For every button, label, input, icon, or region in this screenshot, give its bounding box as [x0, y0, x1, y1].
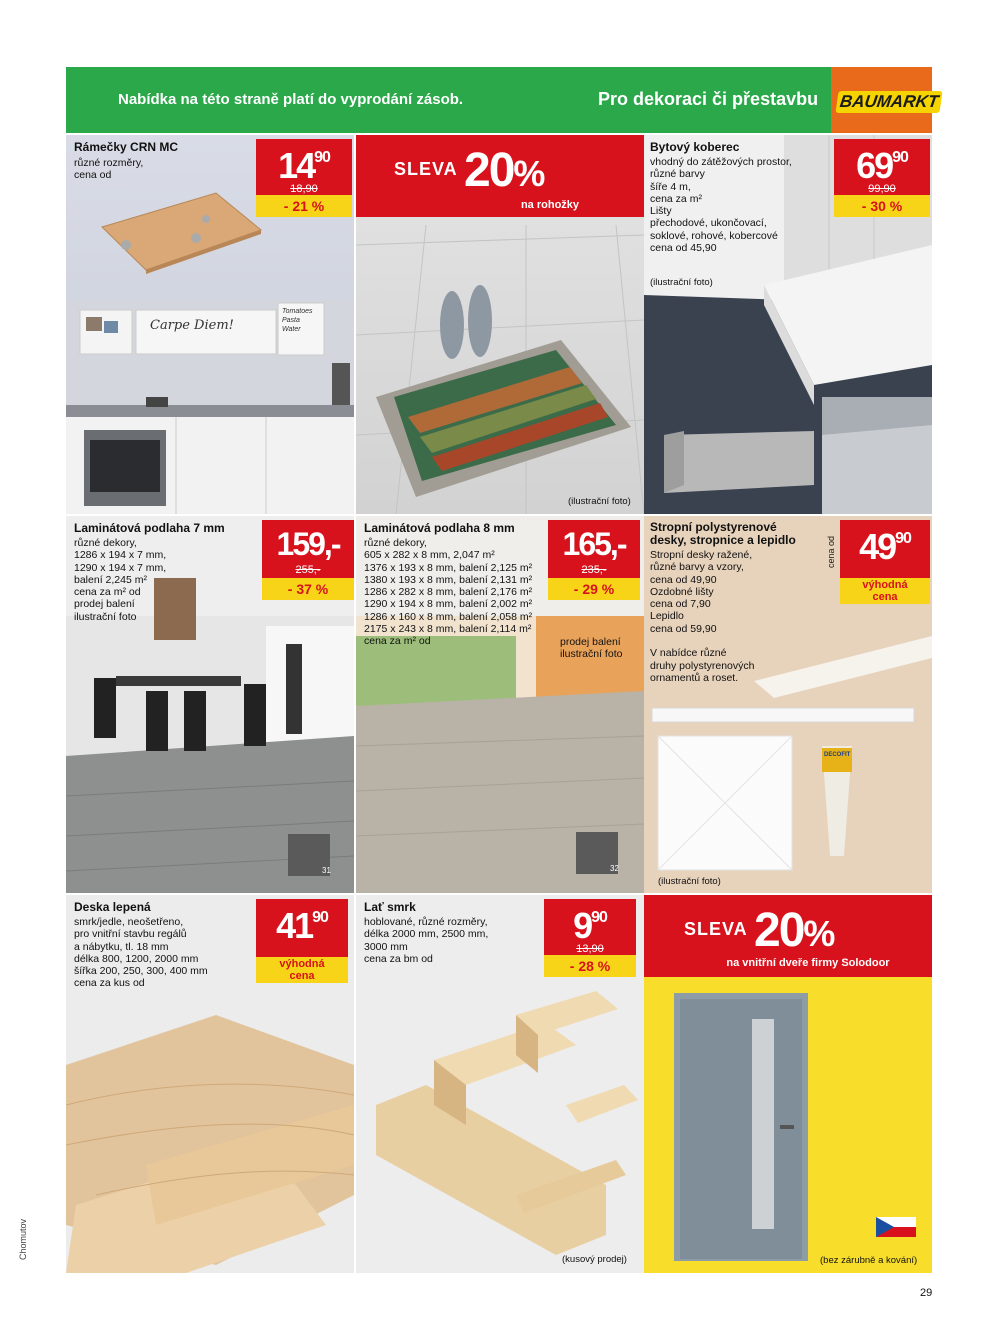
header-category-title: Pro dekoraci či přestavbu	[598, 89, 819, 109]
price-tag	[544, 899, 636, 977]
product-title: Laminátová podlaha 8 mm	[364, 521, 515, 535]
old-price: 18,90	[290, 183, 318, 195]
product-description: hoblované, různé rozměry, délka 2000 mm, 2500 mm, 3000 mm cena za bm od	[364, 916, 489, 965]
sale-subtitle: na rohožky	[520, 199, 580, 211]
sale-word: SLEVA	[394, 159, 458, 179]
header-validity-text: Nabídka na této straně platí do vyprodání zásob.	[118, 91, 464, 108]
product-description: různé dekory, 605 x 282 x 8 mm, 2,047 m² 1376 x 193 x 8 mm, balení 2,125 m² 1380 x 193 x 8 mm, balení 2,131 m² 1286 x 282 x 8 mm, balení 2,176 m² 1290 x 194 x 8 mm, balení 2,002 m² 1286 x 160 x 8 mm, balení 2,058 m² 2175 x 243 x 8 mm, balení 2,114 m² cena za m² od	[364, 537, 533, 648]
product-label: DECOFIT	[824, 752, 851, 758]
old-price: 13,90	[576, 943, 604, 955]
old-price: 99,90	[868, 183, 896, 195]
product-laminat-8mm	[356, 516, 644, 893]
price-tag	[262, 520, 354, 600]
price: $9^{90}$	[573, 905, 607, 946]
price: $49^{90}$	[859, 526, 911, 567]
price: 165,-	[562, 526, 626, 562]
sale-subtitle: na vnitřní dveře firmy Solodoor	[726, 957, 890, 969]
sale-percent: 20%	[464, 144, 544, 197]
product-title: Laminátová podlaha 7 mm	[74, 521, 225, 535]
product-ramecky	[66, 135, 354, 514]
sale-note: prodej balení ilustrační foto	[560, 636, 623, 661]
discount-badge: - 30 %	[834, 195, 930, 217]
product-polystyren	[644, 516, 932, 893]
product-description: smrk/jedle, neošetřeno, pro vnitřní stavbu regálů a nábytku, tl. 18 mm délka 800, 1200, 2000 mm šířka 200, 250, 300, 400 mm cena za kus od	[74, 916, 208, 990]
baumarkt-logo	[831, 67, 940, 133]
photo-note: (bez zárubně a kování)	[820, 1255, 918, 1266]
old-price: 255,-	[295, 564, 321, 576]
frame-text-secondary: Tomatoes Pasta Water	[282, 308, 313, 333]
product-description: různé rozměry, cena od	[74, 157, 144, 182]
sale-percent: 20%	[754, 904, 834, 957]
product-description: různé dekory, 1286 x 194 x 7 mm, 1290 x 194 x 7 mm, balení 2,245 m² cena za m² od prodej balení ilustrační foto	[74, 537, 167, 623]
photo-note: (ilustrační foto)	[658, 876, 721, 887]
sale-banner	[356, 135, 644, 217]
price: 159,-	[276, 526, 340, 562]
product-lat-smrk	[356, 895, 644, 1273]
photo-note: (ilustrační foto)	[650, 277, 713, 288]
product-title: Rámečky CRN MC	[74, 140, 179, 154]
frame-text: Carpe Diem!	[150, 318, 234, 333]
photo-note: (ilustrační foto)	[568, 496, 631, 507]
price: $69^{90}$	[856, 145, 908, 186]
product-description: vhodný do zátěžových prostor, různé barvy šíře 4 m, cena za m² Lišty přechodové, ukončovací, soklové, rohové, kobercové cena od 45,90	[650, 156, 792, 255]
page-header	[66, 67, 940, 133]
room-badge: 31	[322, 866, 331, 875]
photo-note: (kusový prodej)	[562, 1254, 627, 1265]
price-tag	[840, 520, 930, 604]
logo-text: BAUMARKT	[835, 91, 942, 113]
door-photo	[644, 895, 932, 1273]
price-tag	[256, 899, 348, 983]
product-title: Bytový koberec	[650, 140, 740, 154]
price: $14^{90}$	[278, 145, 330, 186]
discount-badge: - 37 %	[262, 578, 354, 600]
discount-badge: - 29 %	[548, 578, 640, 600]
price: $41^{90}$	[276, 905, 328, 946]
old-price: 235,-	[581, 564, 607, 576]
product-title: Deska lepená	[74, 900, 151, 914]
product-dvere	[644, 895, 932, 1273]
value-badge: výhodná cena	[840, 578, 930, 604]
value-badge: výhodná cena	[256, 957, 348, 983]
product-description: Stropní desky ražené, různé barvy a vzory, cena od 49,90 Ozdobné lišty cena od 7,90 Lepidlo cena od 59,90 V nabídce různé druhy polystyrenových ornamentů a roset.	[650, 549, 755, 684]
sale-word: SLEVA	[684, 919, 748, 939]
side-label: Chomutov	[18, 1218, 28, 1260]
product-laminat-7mm	[66, 516, 354, 893]
product-rohozky	[356, 135, 644, 514]
price-prefix: cena od	[826, 535, 836, 568]
product-koberec	[644, 135, 932, 514]
product-deska-lepena	[66, 895, 354, 1273]
discount-badge: - 28 %	[544, 955, 636, 977]
product-title: Stropní polystyrenové desky, stropnice a lepidlo	[650, 520, 796, 547]
product-title: Lať smrk	[364, 900, 416, 914]
room-badge: 32	[610, 864, 619, 873]
page-number: 29	[920, 1287, 933, 1299]
price-tag	[834, 139, 930, 217]
discount-badge: - 21 %	[256, 195, 352, 217]
price-tag	[548, 520, 640, 600]
